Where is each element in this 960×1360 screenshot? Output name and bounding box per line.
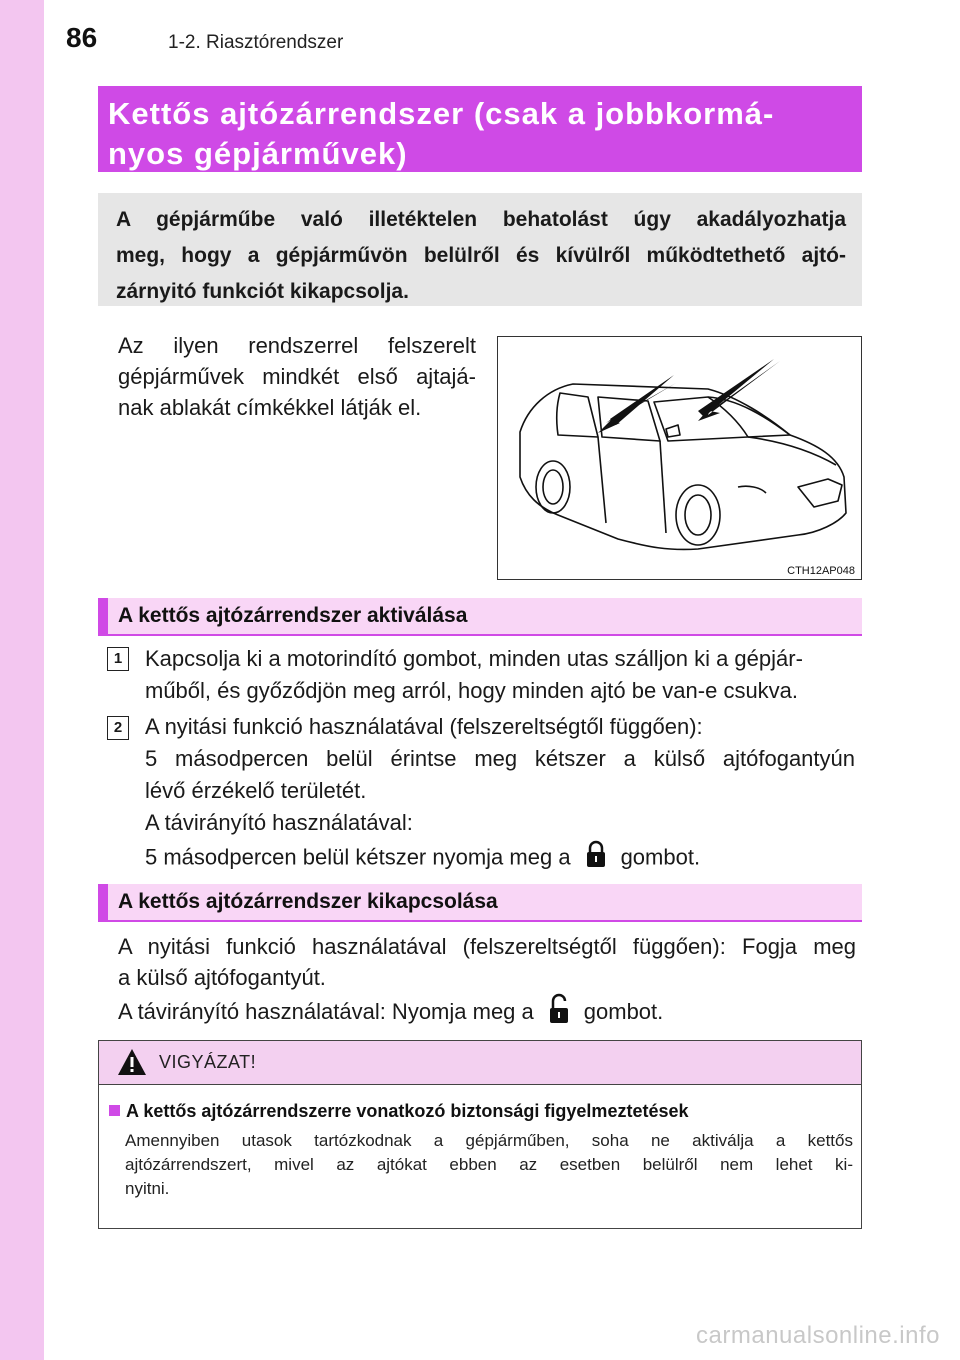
title-line-1: Kettős ajtózárrendszer (csak a jobbkormá-: [108, 96, 775, 131]
warning-subheading-text: A kettős ajtózárrendszerre vonatkozó biztonsági figyelmeztetések: [126, 1101, 689, 1121]
step-1-line-1: Kapcsolja ki a motorindító gombot, minden utas szálljon ki a gépjár-: [145, 646, 803, 671]
body-line-2: gépjárművek mindkét első ajtajá-: [118, 364, 476, 389]
deactivate-line-2: a külső ajtófogantyút.: [118, 965, 326, 990]
section-reference: 1-2. Riasztórendszer: [168, 32, 344, 53]
step-2-line-1: A nyitási funkció használatával (felszereltségtől függően):: [145, 714, 703, 739]
deactivate-line-3a: A távirányító használatával: Nyomja meg a: [118, 998, 534, 1024]
intro-line-3: zárnyitó funkciót kikapcsolja.: [116, 280, 409, 303]
warning-label: VIGYÁZAT!: [159, 1052, 257, 1072]
step-2-line-5a: 5 másodpercen belül kétszer nyomja meg a: [145, 844, 571, 870]
step-2-line-2: 5 másodpercen belül érintse meg kétszer a külső ajtófogantyún: [145, 746, 855, 771]
lock-icon: [585, 839, 607, 878]
step-2-line-5: [145, 839, 855, 878]
warning-line-3: nyitni.: [125, 1179, 170, 1198]
heading-activate: A kettős ajtózárrendszer aktiválása: [98, 598, 862, 636]
unlock-icon: [548, 993, 570, 1033]
warning-line-1: Amennyiben utasok tartózkodnak a gépjárműben, soha ne aktiválja a kettős: [125, 1131, 853, 1150]
warning-body: [125, 1129, 853, 1201]
deactivate-line-3b: gombot.: [583, 998, 664, 1024]
body-line-3: nak ablakát címkékkel látják el.: [118, 395, 422, 420]
page-title: [98, 86, 862, 172]
intro-line-1: A gépjárműbe való illetéktelen behatolást úgy akadályozhatja: [116, 208, 846, 231]
warning-header: [99, 1041, 861, 1085]
step-number-2: 2: [107, 716, 129, 740]
car-drawing: [498, 337, 861, 579]
step-1-text: [145, 643, 855, 707]
deactivate-line-1: A nyitási funkció használatával (felszereltségtől függően): Fogja meg: [118, 934, 856, 959]
watermark: carmanualsonline.info: [696, 1322, 940, 1349]
warning-subheading: [109, 1101, 689, 1122]
step-2-line-4: A távirányító használatával:: [145, 810, 413, 835]
figure-code: CTH12AP048: [787, 565, 855, 577]
label-description: [118, 330, 476, 423]
car-illustration: [497, 336, 862, 580]
step-number-1: 1: [107, 647, 129, 671]
title-line-2: nyos gépjárművek): [108, 136, 408, 171]
bullet-square-icon: [109, 1105, 120, 1116]
deactivate-line-3: [118, 993, 856, 1033]
deactivate-text: [118, 931, 856, 1033]
body-line-1: Az ilyen rendszerrel felszerelt: [118, 333, 476, 358]
heading-deactivate: A kettős ajtózárrendszer kikapcsolása: [98, 884, 862, 922]
warning-line-2: ajtózárrendszert, mivel az ajtókat ebben az esetben belülről nem lehet ki-: [125, 1155, 853, 1174]
intro-summary: [98, 193, 862, 306]
step-2-text: [145, 711, 855, 878]
side-color-strip: [0, 0, 44, 1360]
warning-triangle-icon: [117, 1048, 147, 1076]
step-2-line-3: lévő érzékelő területét.: [145, 778, 367, 803]
step-1-line-2: műből, és győződjön meg arról, hogy minden ajtó be van-e csukva.: [145, 678, 799, 703]
warning-box: [98, 1040, 862, 1229]
intro-line-2: meg, hogy a gépjárművön belülről és kívülről működtethető ajtó-: [116, 244, 846, 267]
page-number: 86: [66, 22, 98, 53]
step-2-line-5b: gombot.: [620, 844, 701, 870]
